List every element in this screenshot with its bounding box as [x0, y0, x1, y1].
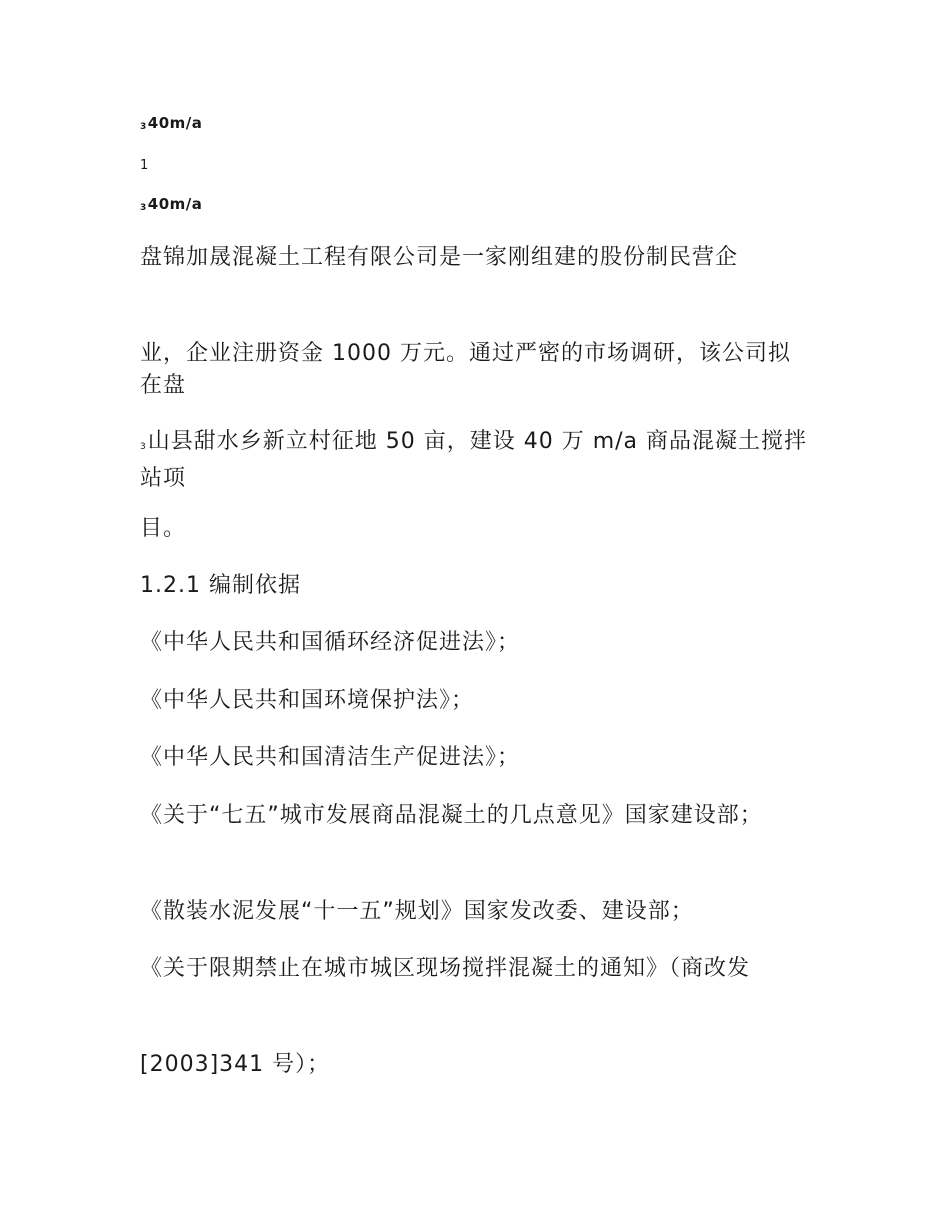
unit-line-1	[140, 113, 202, 137]
section-heading: 1.2.1 编制依据	[140, 573, 301, 598]
unit-text: 40m/a	[147, 195, 203, 213]
paragraph-site-text: 山县甜水乡新立村征地 50 亩，建设 40 万 m/a 商品混凝土搅拌站项	[140, 429, 808, 491]
unit-text: 40m/a	[147, 114, 203, 132]
basis-item-4: 《关于“七五”城市发展商品混凝土的几点意见》国家建设部；	[140, 803, 763, 828]
basis-item-2: 《中华人民共和国环境保护法》；	[140, 688, 475, 713]
paragraph-site	[140, 426, 810, 495]
superscript: 3	[140, 442, 147, 452]
superscript: 3	[140, 122, 147, 132]
superscript: 3	[140, 203, 147, 213]
unit-line-2: 1	[140, 158, 149, 173]
paragraph-company-intro: 盘锦加晟混凝土工程有限公司是一家刚组建的股份制民营企	[140, 245, 739, 270]
basis-item-6-cont: [2003]341 号）；	[140, 1052, 331, 1077]
basis-item-3: 《中华人民共和国清洁生产促进法》；	[140, 745, 521, 770]
paragraph-end: 目。	[140, 516, 187, 541]
basis-item-1: 《中华人民共和国循环经济促进法》；	[140, 630, 521, 655]
paragraph-capital: 业，企业注册资金 1000 万元。通过严密的市场调研，该公司拟在盘	[140, 341, 791, 398]
basis-item-5: 《散装水泥发展“十一五”规划》国家发改委、建设部；	[140, 899, 694, 924]
unit-line-3	[140, 194, 202, 218]
basis-item-6: 《关于限期禁止在城市城区现场搅拌混凝土的通知》（商改发	[140, 956, 751, 981]
